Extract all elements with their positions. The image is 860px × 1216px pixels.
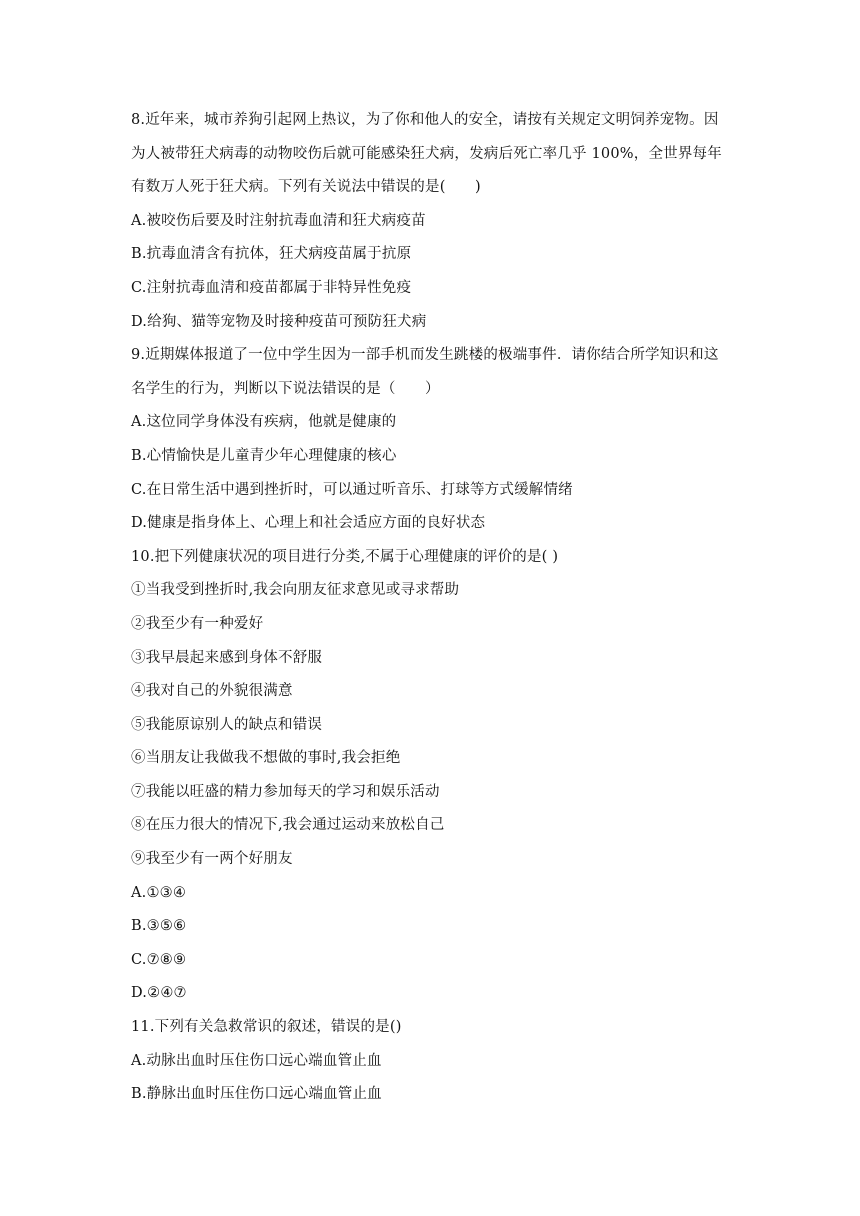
question-10-item-9: ⑨我至少有一两个好朋友 [131,851,293,868]
question-10-item-8: ⑧在压力很大的情况下,我会通过运动来放松自己 [131,817,445,834]
question-10-item-7: ⑦我能以旺盛的精力参加每天的学习和娱乐活动 [131,783,440,800]
question-11-option-b: B.静脉出血时压住伤口远心端血管止血 [131,1086,382,1103]
question-8-option-b: B.抗毒血清含有抗体，狂犬病疫苗属于抗原 [131,246,412,263]
question-10-item-2: ②我至少有一种爱好 [131,615,264,632]
question-10-option-a: A.①③④ [131,884,187,901]
question-8 [131,111,731,332]
question-8-stem-line-2: 为人被带狂犬病毒的动物咬伤后就可能感染狂犬病，发病后死亡率几乎 100%，全世界每年 [131,145,722,162]
question-10-option-d: D.②④⑦ [131,985,187,1002]
question-9-option-b: B.心情愉快是儿童青少年心理健康的核心 [131,447,397,464]
question-11-stem-line-1: 11.下列有关急救常识的叙述，错误的是() [131,1019,402,1036]
question-11-option-a: A.动脉出血时压住伤口远心端血管止血 [131,1052,382,1069]
question-9-option-a: A.这位同学身体没有疾病，他就是健康的 [131,414,397,431]
question-10-stem-line-1: 10.把下列健康状况的项目进行分类,不属于心理健康的评价的是( ) [131,548,559,565]
question-8-option-a: A.被咬伤后要及时注射抗毒血清和狂犬病疫苗 [131,212,426,229]
question-11 [131,1018,731,1104]
question-8-option-d: D.给狗、猫等宠物及时接种疫苗可预防狂犬病 [131,313,427,330]
question-10-item-1: ①当我受到挫折时,我会向朋友征求意见或寻求帮助 [131,582,460,599]
question-10-option-b: B.③⑤⑥ [131,918,187,935]
question-10-item-6: ⑥当朋友让我做我不想做的事时,我会拒绝 [131,750,401,767]
question-8-option-c: C.注射抗毒血清和疫苗都属于非特异性免疫 [131,279,412,296]
question-10-option-c: C.⑦⑧⑨ [131,951,187,968]
question-10-item-4: ④我对自己的外貌很满意 [131,683,293,700]
document-body [131,111,731,1119]
question-8-stem-line-3: 有数万人死于狂犬病。下列有关说法中错误的是( ) [131,179,481,196]
question-9-stem-line-2: 名学生的行为，判断以下说法错误的是（ ） [131,380,440,397]
question-9-stem-line-1: 9.近期媒体报道了一位中学生因为一部手机而发生跳楼的极端事件．请你结合所学知识和这 [131,347,719,364]
question-9 [131,346,731,533]
question-8-stem-line-1: 8.近年来，城市养狗引起网上热议，为了你和他人的安全，请按有关规定文明饲养宠物。因 [131,112,719,128]
question-9-option-c: C.在日常生活中遇到挫折时，可以通过听音乐、打球等方式缓解情绪 [131,481,573,498]
question-9-option-d: D.健康是指身体上、心理上和社会适应方面的良好状态 [131,515,486,532]
question-10-item-3: ③我早晨起来感到身体不舒服 [131,649,323,666]
question-10-item-5: ⑤我能原谅别人的缺点和错误 [131,716,323,733]
question-10 [131,548,731,1004]
